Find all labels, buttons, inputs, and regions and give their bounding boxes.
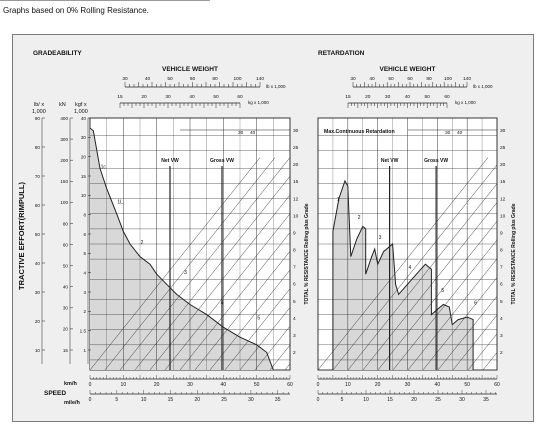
weight-lb-tick-label: 140 <box>462 77 472 82</box>
weight-lb-tick-label: 40 <box>144 77 151 82</box>
weight-kg-tick-label: 15 <box>345 95 351 100</box>
y-tick-label: 4 <box>83 270 86 276</box>
grade-tick-label: 25 <box>293 146 299 152</box>
y-tick-label: 100 <box>60 200 68 206</box>
weight-lb-tick-label: 60 <box>407 77 413 82</box>
chart-1 <box>317 50 545 403</box>
y-tick-label: 6 <box>83 231 86 237</box>
grade-top-label: 30 <box>238 131 244 136</box>
mph-tick-label: 15 <box>167 397 174 403</box>
grade-tick-label: 25 <box>500 146 506 152</box>
y-tick-label: 1 <box>83 347 86 353</box>
mph-tick-label: 20 <box>411 397 417 403</box>
unit-lb: lb/ x <box>34 102 45 108</box>
mph-tick-label: 30 <box>248 397 254 403</box>
unit-kgf-2: 1,000 <box>74 109 88 115</box>
mph-tick-label: 35 <box>483 397 489 403</box>
mph-tick-label: 0 <box>316 397 320 403</box>
weight-lb-tick-label: 50 <box>167 77 173 82</box>
gear-label: 1c <box>100 164 106 171</box>
weight-kg-tick-label: 40 <box>189 95 195 100</box>
right-axis-title: TOTAL % RESISTANCE Rolling plus Grade <box>304 203 310 305</box>
weight-title: VEHICLE WEIGHT <box>379 66 436 73</box>
weight-kg-tick-label: 50 <box>213 95 219 100</box>
gross-vw-label: Gross VW <box>210 158 234 164</box>
weight-kg-tick-label: 30 <box>165 95 171 100</box>
gear-label: 1 <box>336 197 340 204</box>
y-tick-label: 30 <box>34 289 40 295</box>
resistance-line <box>498 158 545 371</box>
y-axis-title: TRACTIVE EFFORT(RIMPULL) <box>17 182 26 290</box>
grade-tick-label: 20 <box>293 163 299 169</box>
y-tick-label: 50 <box>34 231 40 237</box>
y-tick-label: 40 <box>80 115 86 121</box>
mph-tick-label: 10 <box>140 397 147 403</box>
grade-top-label: 30 <box>445 131 451 136</box>
net-vw-label: Net VW <box>380 158 399 164</box>
y-tick-label: 1.5 <box>79 328 86 334</box>
chart-title: GRADEABILITY <box>33 50 82 57</box>
y-tick-label: 300 <box>60 136 68 142</box>
weight-kg-unit: kg x 1,000 <box>248 100 269 105</box>
kmh-tick-label: 40 <box>434 382 441 388</box>
y-tick-label: 10 <box>80 193 86 199</box>
y-tick-label: 15 <box>80 173 86 179</box>
weight-lb-unit: lb x 1,000 <box>473 84 493 89</box>
kmh-tick-label: 50 <box>464 382 470 388</box>
kmh-tick-label: 10 <box>345 382 351 388</box>
gear-label: 1L <box>117 199 123 206</box>
weight-lb-tick-label: 80 <box>426 77 432 82</box>
page-caption: Graphs based on 0% Rolling Resistance. <box>3 6 149 15</box>
grade-tick-label: 8 <box>293 248 296 254</box>
gear-label: 5 <box>441 287 445 294</box>
grade-tick-label: 30 <box>500 129 506 134</box>
grade-tick-label: 15 <box>500 180 506 186</box>
grade-tick-label: 7 <box>293 265 296 271</box>
grade-tick-label: 3 <box>500 333 503 339</box>
y-tick-label: 20 <box>62 326 68 332</box>
kmh-tick-label: 10 <box>120 382 127 388</box>
weight-kg-tick-label: 40 <box>404 95 411 100</box>
mph-tick-label: 10 <box>363 397 369 403</box>
mph-tick-label: 15 <box>387 397 393 403</box>
grade-tick-label: 12 <box>293 197 299 203</box>
weight-kg-tick-label: 20 <box>141 95 147 100</box>
mph-tick-label: 25 <box>435 397 441 403</box>
y-tick-label: 30 <box>62 305 68 311</box>
grade-tick-label: 2 <box>500 351 503 356</box>
kmh-tick-label: 60 <box>287 382 293 388</box>
y-tick-label: 40 <box>62 284 68 290</box>
y-tick-label: 50 <box>62 263 68 269</box>
gear-label: 4 <box>220 300 224 307</box>
kmh-tick-label: 0 <box>316 382 320 388</box>
grade-tick-label: 5 <box>293 299 296 305</box>
unit-kn: kN <box>59 102 66 108</box>
kmh-tick-label: 30 <box>187 382 193 388</box>
grade-top-label: 40 <box>457 131 463 136</box>
kmh-tick-label: 0 <box>88 382 92 388</box>
speed-label: SPEED <box>44 390 67 397</box>
kmh-tick-label: 60 <box>494 382 500 388</box>
grade-tick-label: 15 <box>293 180 299 186</box>
y-tick-label: 8 <box>83 212 86 218</box>
weight-lb-tick-label: 50 <box>388 77 394 82</box>
y-tick-label: 15 <box>62 347 68 353</box>
resistance-line <box>513 158 545 371</box>
y-tick-label: 10 <box>34 347 40 353</box>
y-tick-label: 70 <box>34 173 40 179</box>
grade-tick-label: 4 <box>293 316 296 322</box>
kmh-tick-label: 20 <box>374 382 381 388</box>
speed-mph-label: mile/h <box>64 400 80 406</box>
grade-tick-label: 7 <box>500 265 503 271</box>
y-tick-label: 90 <box>34 115 40 121</box>
kmh-tick-label: 50 <box>253 382 260 388</box>
grade-tick-label: 9 <box>500 231 503 237</box>
grade-tick-label: 9 <box>293 231 296 237</box>
mph-tick-label: 20 <box>194 397 201 403</box>
chart-note: Max.Continuous Retardation <box>324 129 395 135</box>
mph-tick-label: 5 <box>340 397 344 403</box>
gear-label: 6 <box>474 300 477 307</box>
y-tick-label: 400 <box>60 115 68 121</box>
weight-lb-tick-label: 40 <box>369 77 375 82</box>
weight-kg-tick-label: 60 <box>444 95 450 100</box>
weight-lb-tick-label: 140 <box>255 77 265 82</box>
chart-group <box>33 50 545 403</box>
weight-lb-tick-label: 100 <box>443 77 453 82</box>
gear-label: 2 <box>140 240 144 246</box>
grade-tick-label: 3 <box>293 333 296 339</box>
kmh-tick-label: 40 <box>220 382 227 388</box>
grade-tick-label: 30 <box>293 129 299 134</box>
gear-label: 2 <box>357 214 361 221</box>
weight-kg-tick-label: 50 <box>424 95 430 100</box>
mph-tick-label: 0 <box>88 397 92 403</box>
weight-lb-tick-label: 30 <box>350 77 356 82</box>
weight-kg-tick-label: 20 <box>365 95 371 100</box>
net-vw-label: Net VW <box>161 158 179 164</box>
gear-label: 5 <box>257 315 261 322</box>
grade-top-label: 40 <box>250 131 256 136</box>
resistance-line <box>528 158 545 371</box>
weight-lb-tick-label: 60 <box>189 77 196 82</box>
y-tick-label: 60 <box>62 242 68 248</box>
y-tick-label: 5 <box>83 251 86 257</box>
grade-tick-label: 6 <box>500 282 503 288</box>
y-tick-label: 200 <box>60 157 68 163</box>
gear-label: 4 <box>408 265 412 272</box>
gear-label: 3 <box>378 234 382 241</box>
weight-kg-unit: kg x 1,000 <box>455 100 476 105</box>
grade-tick-label: 10 <box>500 214 506 220</box>
weight-kg-tick-label: 60 <box>237 95 243 100</box>
y-tick-label: 80 <box>34 144 40 150</box>
right-axis-title: TOTAL % RESISTANCE Rolling plus Grade <box>511 203 517 305</box>
unit-kgf: kgf x <box>75 102 87 108</box>
kmh-tick-label: 30 <box>404 382 411 388</box>
speed-kmh-label: km/h <box>64 381 77 387</box>
y-tick-label: 80 <box>62 221 68 227</box>
y-tick-label: 150 <box>60 179 68 185</box>
grade-tick-label: 2 <box>293 351 296 356</box>
weight-lb-tick-label: 30 <box>122 77 128 82</box>
kmh-tick-label: 20 <box>153 382 160 388</box>
y-tick-label: 3 <box>83 289 86 295</box>
mph-tick-label: 30 <box>459 397 465 403</box>
y-tick-label: 30 <box>80 135 86 141</box>
grade-tick-label: 10 <box>293 214 299 220</box>
chart-title: RETARDATION <box>318 50 365 57</box>
grade-tick-label: 6 <box>293 282 296 288</box>
grade-tick-label: 5 <box>500 299 503 305</box>
grade-tick-label: 12 <box>500 197 506 203</box>
y-tick-label: 60 <box>34 202 40 208</box>
weight-title: VEHICLE WEIGHT <box>162 66 218 73</box>
mph-tick-label: 25 <box>221 397 227 403</box>
mph-tick-label: 35 <box>274 397 281 403</box>
y-tick-label: 40 <box>34 260 40 266</box>
y-tick-label: 20 <box>34 318 40 324</box>
grade-tick-label: 4 <box>500 316 503 322</box>
weight-lb-tick-label: 80 <box>212 77 218 82</box>
gross-vw-label: Gross VW <box>424 158 449 164</box>
weight-kg-tick-label: 30 <box>384 95 391 100</box>
weight-lb-unit: lb x 1,000 <box>266 84 286 89</box>
mph-tick-label: 5 <box>115 397 119 403</box>
y-tick-label: 2 <box>83 309 86 315</box>
unit-lb-2: 1,000 <box>32 109 46 115</box>
grade-tick-label: 20 <box>500 163 506 169</box>
weight-kg-tick-label: 15 <box>117 95 123 100</box>
y-tick-label: 20 <box>80 154 86 160</box>
grade-tick-label: 8 <box>500 248 503 254</box>
gear-label: 3 <box>184 270 187 277</box>
weight-lb-tick-label: 100 <box>233 77 242 82</box>
